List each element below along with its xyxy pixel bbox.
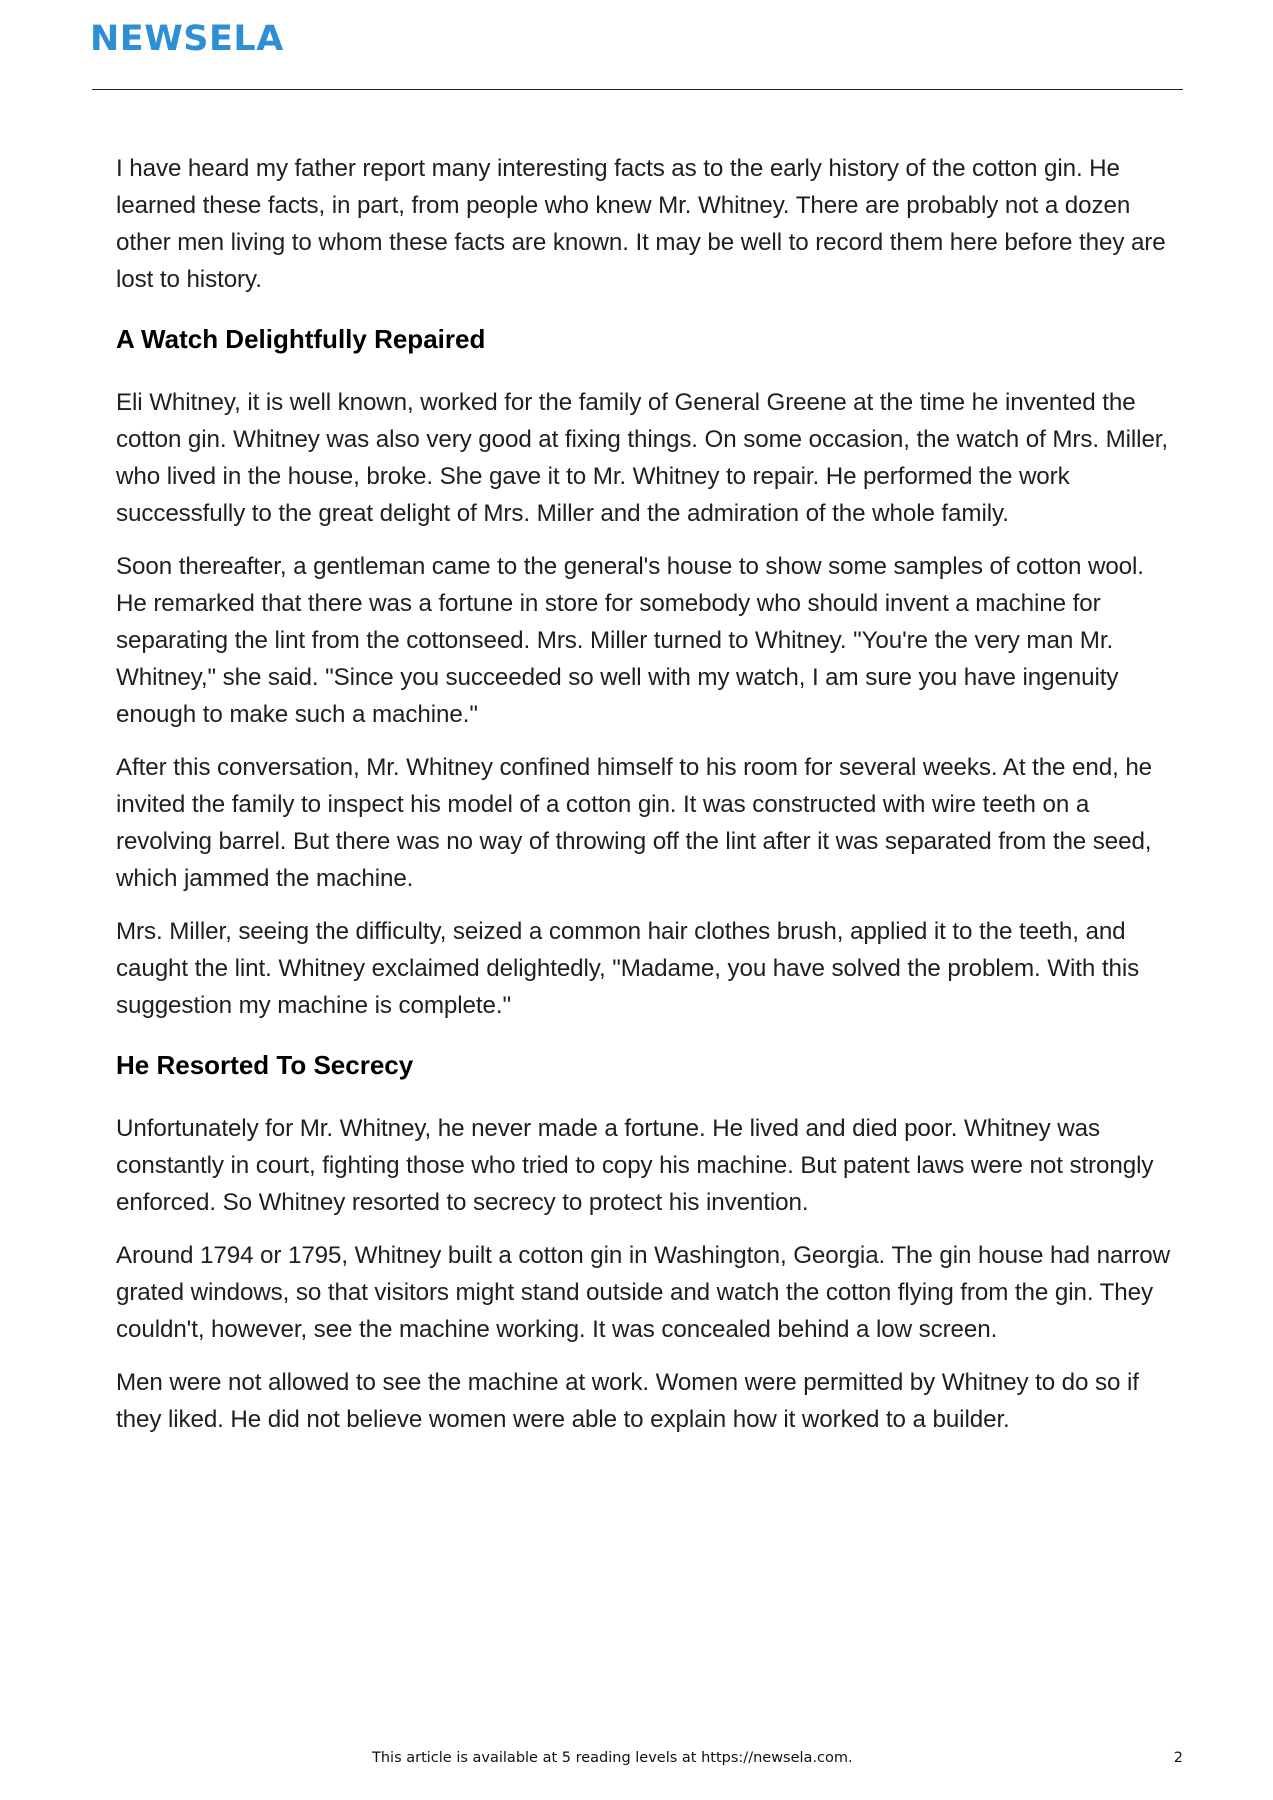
paragraph: Soon thereafter, a gentleman came to the general's house to show some samples of cotton wool. He remarked that there was a fortune in store for somebody who should invent a machine for separating the lint from the cottonseed. Mrs. Miller turned to Whitney. "You're the very man Mr. Whitney," she said. "Since you succeeded so well with my watch, I am sure you have ingenuity enough to make such a machine."	[116, 553, 1144, 728]
section-heading: A Watch Delightfully Repaired	[116, 324, 486, 354]
page-number: 2	[1173, 1750, 1183, 1766]
intro-paragraph: I have heard my father report many interesting facts as to the early history of the cotton gin. He learned these facts, in part, from people who knew Mr. Whitney. There are probably not a dozen other men living to whom these facts are known. It may be well to record them here before they are lost to history.	[116, 155, 1166, 293]
newsela-logo: NEWSELA	[90, 19, 284, 59]
section-heading: He Resorted To Secrecy	[116, 1050, 414, 1080]
paragraph: Mrs. Miller, seeing the difficulty, seized a common hair clothes brush, applied it to the teeth, and caught the lint. Whitney exclaimed delightedly, "Madame, you have solved the problem. With this suggestion my machine is complete."	[116, 918, 1140, 1019]
footer-availability-note: This article is available at 5 reading levels at https://newsela.com.	[372, 1750, 853, 1766]
paragraph: Unfortunately for Mr. Whitney, he never made a fortune. He lived and died poor. Whitney was constantly in court, fighting those who tried to copy his machine. But patent laws were not strongly enforced. So Whitney resorted to secrecy to protect his invention.	[116, 1115, 1154, 1216]
article-body	[116, 150, 1176, 1454]
paragraph: After this conversation, Mr. Whitney confined himself to his room for several weeks. At the end, he invited the family to inspect his model of a cotton gin. It was constructed with wire teeth on a revolving barrel. But there was no way of throwing off the lint after it was separated from the seed, which jammed the machine.	[116, 754, 1153, 892]
paragraph: Eli Whitney, it is well known, worked for the family of General Greene at the time he invented the cotton gin. Whitney was also very good at fixing things. On some occasion, the watch of Mrs. Miller, who lived in the house, broke. She gave it to Mr. Whitney to repair. He performed the work successfully to the great delight of Mrs. Miller and the admiration of the whole family.	[116, 389, 1169, 527]
paragraph: Men were not allowed to see the machine at work. Women were permitted by Whitney to do so if they liked. He did not believe women were able to explain how it worked to a builder.	[116, 1369, 1139, 1433]
header-divider	[92, 89, 1183, 90]
paragraph: Around 1794 or 1795, Whitney built a cotton gin in Washington, Georgia. The gin house had narrow grated windows, so that visitors might stand outside and watch the cotton flying from the gin. They couldn't, however, see the machine working. It was concealed behind a low screen.	[116, 1242, 1170, 1343]
